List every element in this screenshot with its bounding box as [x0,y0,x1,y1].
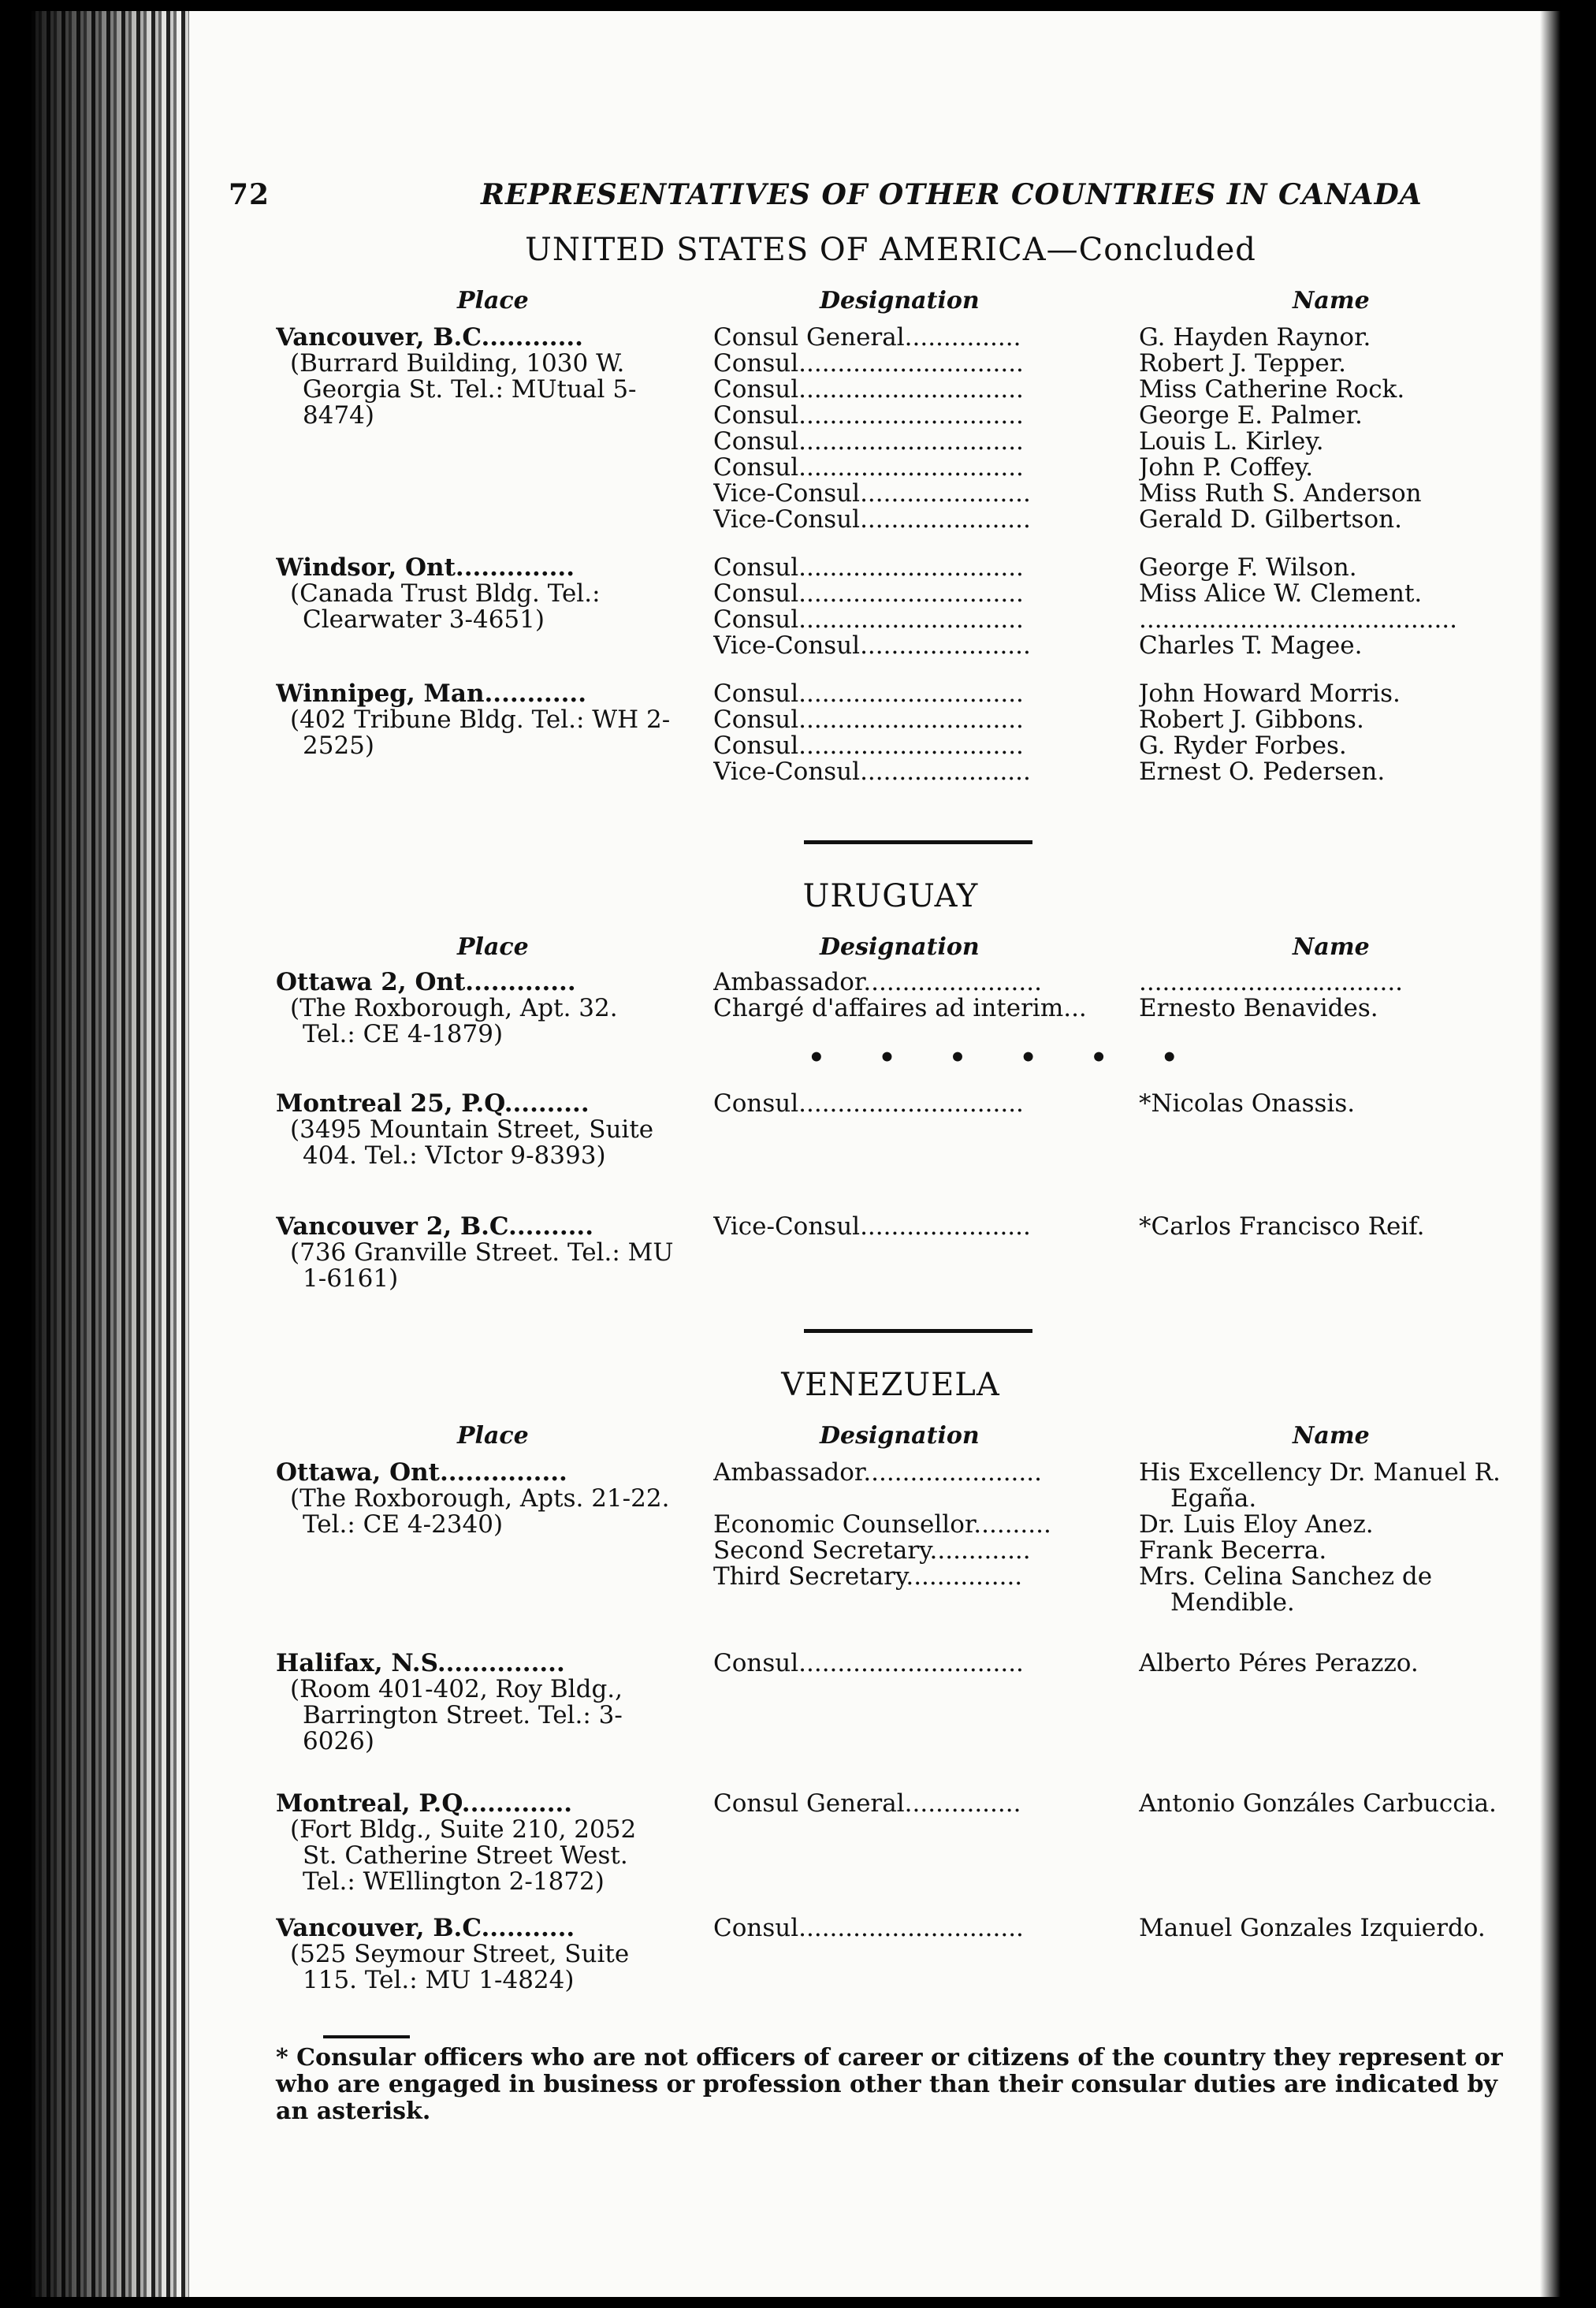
name-cell [1139,681,1509,785]
name-item: George E. Palmer. [1139,403,1363,429]
name-item: Mrs. Celina Sanchez de Mendible. [1139,1564,1433,1616]
designation-item: Consul............................. [713,733,1024,759]
designation-item: Consul............................. [713,1651,1024,1677]
name-item: Robert J. Gibbons. [1139,707,1364,733]
designation-cell [713,325,1111,533]
name-cell [1139,555,1509,659]
designation-item: Consul............................. [713,607,1024,633]
designation-item: Second Secretary............. [713,1538,1031,1564]
name-item: Charles T. Magee. [1139,633,1363,659]
name-cell [1139,325,1509,533]
column-header-name: Name [1293,1422,1370,1450]
designation-cell [713,1651,1111,1677]
designation-cell [713,970,1111,1022]
designation-item: Vice-Consul...................... [713,759,1031,785]
place-cell [276,970,678,1048]
name-item: Dr. Luis Eloy Anez. [1139,1512,1374,1538]
designation-spacer [713,1486,1111,1512]
designation-cell [713,1791,1111,1817]
name-cell [1139,1791,1509,1817]
name-item: *Nicolas Onassis. [1139,1091,1356,1117]
designation-item: Ambassador....................... [713,1460,1042,1486]
name-item: G. Ryder Forbes. [1139,733,1347,759]
city: Halifax, N.S............... [276,1651,565,1677]
running-header [229,178,1505,218]
column-header-designation: Designation [820,933,980,961]
designation-item: Consul............................. [713,377,1024,403]
name-item: Louis L. Kirley. [1139,429,1324,455]
name-item: Gerald D. Gilbertson. [1139,507,1402,533]
designation-item: Economic Counsellor.......... [713,1512,1051,1538]
column-header-place: Place [457,287,529,315]
place-cell [276,325,678,429]
designation-cell [713,1214,1111,1240]
place-cell [276,1091,678,1169]
name-cell [1139,1091,1509,1117]
place-cell [276,555,678,633]
designation-item: Vice-Consul...................... [713,1214,1031,1240]
name-cell [1139,1460,1509,1616]
city: Montreal, P.Q............. [276,1791,573,1817]
address: (736 Granville Street. Tel.: MU 1-6161) [290,1238,674,1293]
designation-item: Consul............................. [713,1915,1024,1941]
designation-item: Consul............................. [713,351,1024,377]
address: (Room 401-402, Roy Bldg., Barrington Street. Tel.: 3-6026) [290,1675,623,1755]
city: Windsor, Ont.............. [276,555,575,581]
scan-edge-shadow [1540,11,1561,2297]
designation-item: Consul General............... [713,1791,1021,1817]
address: (The Roxborough, Apt. 32. Tel.: CE 4-1879) [290,994,618,1048]
running-title: REPRESENTATIVES OF OTHER COUNTRIES IN CANADA [481,178,1423,211]
name-item: Frank Becerra. [1139,1538,1327,1564]
designation-item: Consul............................. [713,403,1024,429]
city: Vancouver 2, B.C.......... [276,1214,593,1240]
name-item: *Carlos Francisco Reif. [1139,1214,1425,1240]
city: Ottawa 2, Ont............. [276,970,576,996]
page-number: 72 [229,178,270,211]
city: Vancouver, B.C............ [276,325,583,351]
section-title-venezuela: VENEZUELA [781,1367,1000,1403]
designation-cell [713,1091,1111,1117]
designation-item: Consul............................. [713,555,1024,581]
name-cell [1139,1214,1509,1240]
designation-item: Consul............................. [713,1091,1024,1117]
designation-item: Vice-Consul...................... [713,481,1031,507]
place-cell [276,1915,678,1993]
name-cell [1139,1651,1509,1677]
place-cell [276,1214,678,1292]
name-item: George F. Wilson. [1139,555,1357,581]
city: Montreal 25, P.Q.......... [276,1091,590,1117]
column-header-designation: Designation [820,287,980,315]
name-item: Ernest O. Pedersen. [1139,759,1386,785]
name-cell [1139,970,1509,1022]
column-header-name: Name [1293,287,1370,315]
section-divider [804,840,1032,844]
designation-item: Ambassador....................... [713,970,1042,996]
separator-dots: • • • • • • [808,1042,1200,1074]
section-title-uruguay: URUGUAY [802,878,979,914]
section-title-usa: UNITED STATES OF AMERICA—Concluded [525,232,1256,268]
place-cell [276,1460,678,1538]
name-item: Antonio Gonzáles Carbuccia. [1139,1791,1497,1817]
city: Vancouver, B.C........... [276,1915,575,1941]
place-cell [276,1651,678,1755]
name-item: John P. Coffey. [1139,455,1314,481]
address: (525 Seymour Street, Suite 115. Tel.: MU 1-4824) [290,1940,630,1994]
name-item: Ernesto Benavides. [1139,996,1378,1022]
column-header-place: Place [457,933,529,961]
address: (402 Tribune Bldg. Tel.: WH 2-2525) [290,705,671,760]
column-header-designation: Designation [820,1422,980,1450]
designation-item: Vice-Consul...................... [713,633,1031,659]
name-item: Miss Alice W. Clement. [1139,581,1423,607]
column-header-name: Name [1293,933,1370,961]
city: Winnipeg, Man............ [276,681,587,707]
name-item: ......................................... [1139,607,1458,633]
designation-cell [713,1915,1111,1941]
name-item: Robert J. Tepper. [1139,351,1346,377]
name-item: .................................. [1139,970,1404,996]
name-cell [1139,1915,1509,1941]
name-item: Miss Ruth S. Anderson [1139,481,1422,507]
footnote: * Consular officers who are not officers of career or citizens of the country they represent or who are engaged in business or profession other than their consular duties are indicated by an asterisk. [276,2044,1503,2125]
designation-item: Consul............................. [713,707,1024,733]
designation-item: Vice-Consul...................... [713,507,1031,533]
designation-item: Consul............................. [713,455,1024,481]
name-item: Manuel Gonzales Izquierdo. [1139,1915,1486,1941]
designation-item: Consul............................. [713,681,1024,707]
section-divider [804,1329,1032,1333]
name-item: Miss Catherine Rock. [1139,377,1405,403]
address: (Fort Bldg., Suite 210, 2052 St. Catherine Street West. Tel.: WEllington 2-1872) [290,1815,637,1896]
designation-cell [713,555,1111,659]
designation-item: Chargé d'affaires ad interim... [713,996,1087,1022]
address: (3495 Mountain Street, Suite 404. Tel.: VIctor 9-8393) [290,1115,654,1170]
designation-item: Consul............................. [713,581,1024,607]
designation-cell [713,681,1111,785]
address: (Canada Trust Bldg. Tel.: Clearwater 3-4651) [290,579,601,634]
scan-binding-shadow [32,11,189,2297]
name-item: Alberto Péres Perazzo. [1139,1651,1419,1677]
footnote-rule [323,2035,410,2038]
name-item: G. Hayden Raynor. [1139,325,1371,351]
address: (The Roxborough, Apts. 21-22. Tel.: CE 4-2340) [290,1484,670,1539]
designation-item: Consul............................. [713,429,1024,455]
designation-item: Third Secretary............... [713,1564,1023,1590]
place-cell [276,681,678,759]
place-cell [276,1791,678,1895]
name-item: John Howard Morris. [1139,681,1401,707]
column-header-place: Place [457,1422,529,1450]
designation-item: Consul General............... [713,325,1021,351]
city: Ottawa, Ont............... [276,1460,567,1486]
document-page [32,11,1561,2297]
name-item: His Excellency Dr. Manuel R. Egaña. [1139,1460,1501,1512]
address: (Burrard Building, 1030 W. Georgia St. Tel.: MUtual 5-8474) [290,349,637,430]
designation-cell [713,1460,1111,1590]
